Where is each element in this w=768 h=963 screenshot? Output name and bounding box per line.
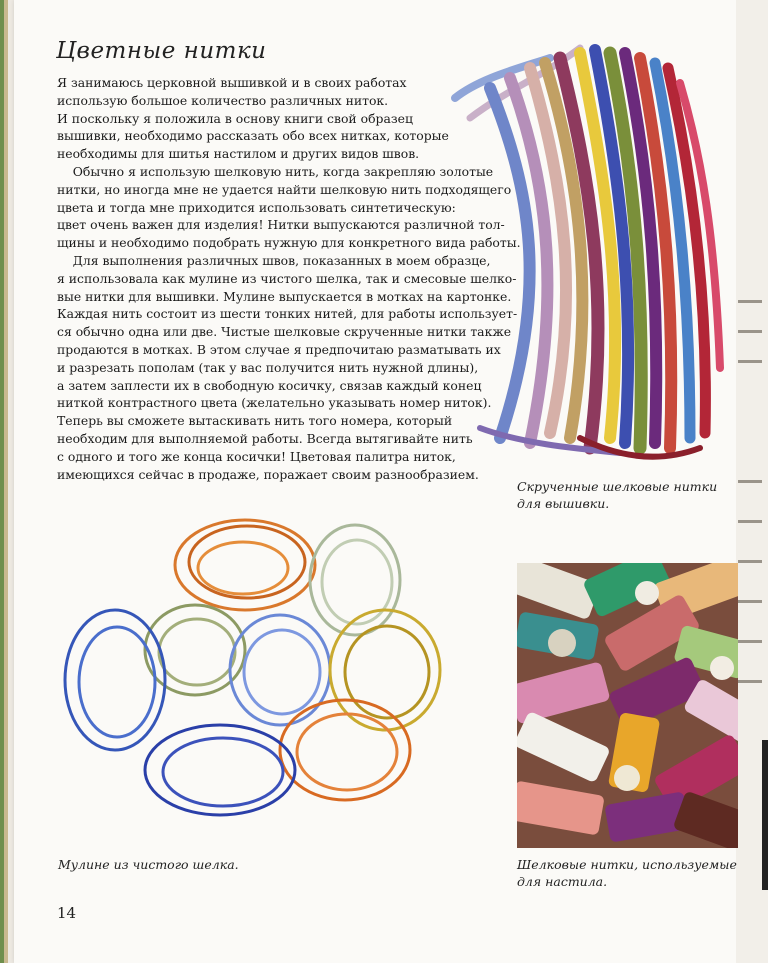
text-line: ниткой контрастного цвета (желательно указывать номер ниток). — [57, 395, 492, 411]
caption-line: Шелковые нитки, используемые — [517, 857, 737, 872]
silk-spools-photo — [517, 563, 738, 848]
text-line: Я занимаюсь церковной вышивкой и в своих работах — [57, 75, 407, 90]
text-line: я использовала как мулине из чистого шелка, так и смесовые шелко- — [57, 270, 517, 286]
text-line: а затем заплести их в свободную косичку, связав каждый конец — [57, 377, 482, 393]
silk-spools-caption — [517, 856, 737, 890]
page-number: 14 — [57, 904, 77, 922]
twisted-silk-skeins-photo — [440, 38, 730, 468]
text-line: Каждая нить состоит из шести тонких нитей, для работы использует- — [57, 306, 518, 322]
mouline-caption: Мулине из чистого шелка. — [58, 857, 239, 872]
text-line: И поскольку я положила в основу книги свой образец — [57, 110, 413, 126]
text-line: ся обычно одна или две. Чистые шелковые скрученные нитки также — [57, 324, 512, 340]
text-line: с одного и того же конца косички! Цветовая палитра ниток, — [57, 448, 456, 464]
adjacent-page-edge — [736, 0, 768, 963]
page-title: Цветные нитки — [56, 38, 267, 64]
twisted-silk-caption — [517, 478, 717, 512]
text-line: цвет очень важен для изделия! Нитки выпускаются различной тол- — [57, 217, 505, 233]
text-line: необходим для выполняемой работы. Всегда вытягивайте нить — [57, 430, 473, 446]
text-line: вые нитки для вышивки. Мулине выпускается в мотках на картонке. — [57, 288, 512, 304]
text-line: Для выполнения различных швов, показанных в моем образце, — [57, 252, 491, 268]
text-line: вышивки, необходимо рассказать обо всех нитках, которые — [57, 128, 449, 144]
caption-line: Скрученные шелковые нитки — [517, 479, 718, 494]
text-line: продаются в мотках. В этом случае я предпочитаю разматывать их — [57, 341, 501, 357]
caption-line: для настила. — [517, 874, 608, 889]
text-line: нитки, но иногда мне не удается найти шелковую нить подходящего — [57, 181, 512, 197]
text-line: имеющихся сейчас в продаже, поражает своим разнообразием. — [57, 466, 479, 482]
mouline-skeins-photo — [55, 500, 460, 845]
caption-line: для вышивки. — [517, 496, 610, 511]
text-line: использую большое количество различных ниток. — [57, 92, 389, 108]
binding-edge — [0, 0, 14, 963]
text-line: Обычно я использую шелковую нить, когда закрепляю золотые — [57, 163, 494, 179]
text-line: и разрезать пополам (так у вас получится нить нужной длины), — [57, 359, 479, 375]
text-line: цвета и тогда мне приходится использовать синтетическую: — [57, 199, 456, 215]
text-line: щины и необходимо подобрать нужную для конкретного вида работы. — [57, 235, 521, 251]
adjacent-page-dark-strip — [762, 740, 768, 890]
text-line: Теперь вы сможете вытаскивать нить того номера, который — [57, 413, 453, 429]
text-line: необходимы для шитья настилом и других видов швов. — [57, 146, 420, 162]
